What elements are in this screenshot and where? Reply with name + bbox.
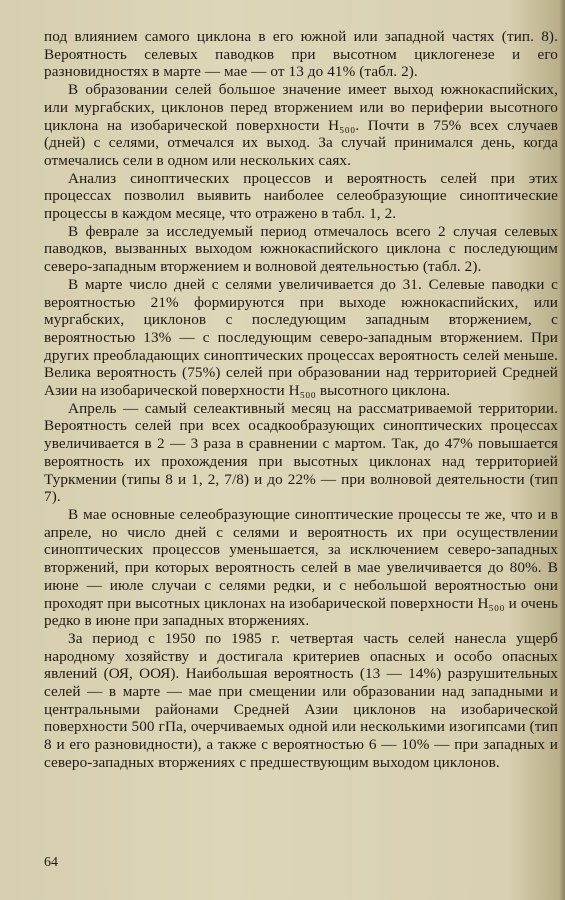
paragraph-6: Апрель — самый селеактивный месяц на рассматриваемой территории. Вероятность селей при всех осадкообразующих синоптических процессах увеличивается в 2 — 3 раза в сравнении с мартом. Так, до 47% повышается вероятность их прохождения при высотных циклонах над территорией Туркмении (типы 8 и 1, 2, 7/8) и до 22% — при волновой деятельности (тип 7). xyxy=(44,399,558,506)
body-text xyxy=(44,28,558,772)
paragraph-7: В мае основные селеобразующие синоптические процессы те же, что и в апреле, но число дней с селями и вероятность их при осуществлении синоптических процессов уменьшается, за исключением северо-западных вторжений, при которых вероятность селей в мае увеличивается до 80%. В июне — июле случаи с селями редки, и с небольшой вероятностью они проходят при высотных циклонах на изобарической поверхности H₅₀₀ и очень редко в июне при западных вторжениях. xyxy=(44,505,558,630)
paragraph-2: В образовании селей большое значение имеет выход южнокаспийских, или мургабских, циклонов перед вторжением или во периферии высотного циклона на изобарической поверхности H₅₀₀. Почти в 75% всех случаев (дней) с селями, отмечался их выход. За случай принимался день, когда отмечались сели в одном или нескольких саях. xyxy=(44,81,558,169)
paragraph-3: Анализ синоптических процессов и вероятность селей при этих процессах позволил выявить наиболее селеобразующие синоптические процессы в каждом месяце, что отражено в табл. 1, 2. xyxy=(44,169,558,223)
paragraph-4: В феврале за исследуемый период отмечалось всего 2 случая селевых паводков, вызванных выходом южнокаспийского циклона с последующим северо-западным вторжением и волновой деятельностью (табл. 2). xyxy=(44,222,558,276)
paragraph-8: За период с 1950 по 1985 г. четвертая часть селей нанесла ущерб народному хозяйству и достигала критериев опасных и особо опасных явлений (ОЯ, ООЯ). Наибольшая вероятность (13 — 14%) разрушительных селей — в марте — мае при смещении или образовании над западными и центральными районами Средней Азии циклонов на изобарической поверхности 500 гПа, очерчиваемых одной или несколькими изогипсами (тип 8 и его разновидности), а также с вероятностью 6 — 10% — при западных и северо-западных вторжениях с предшествующим выходом циклонов. xyxy=(44,629,558,771)
paragraph-1: под влиянием самого циклона в его южной или западной частях (тип. 8). Вероятность селевых паводков при высотном циклогенезе и его разновидностях в марте — мае — от 13 до 41% (табл. 2). xyxy=(44,28,558,81)
page-number: 64 xyxy=(44,855,58,870)
paragraph-5: В марте число дней с селями увеличивается до 31. Селевые паводки с вероятностью 21% формируются при выходе южнокаспийских, или мургабских, циклонов с последующим западным вторжением, с вероятностью 13% — с последующим северо-западным вторжением. При других преобладающих синоптических процессах вероятность селей меньше. Велика вероятность (75%) селей при образовании над территорией Средней Азии на изобарической поверхности H₅₀₀ высотного циклона. xyxy=(44,275,558,400)
